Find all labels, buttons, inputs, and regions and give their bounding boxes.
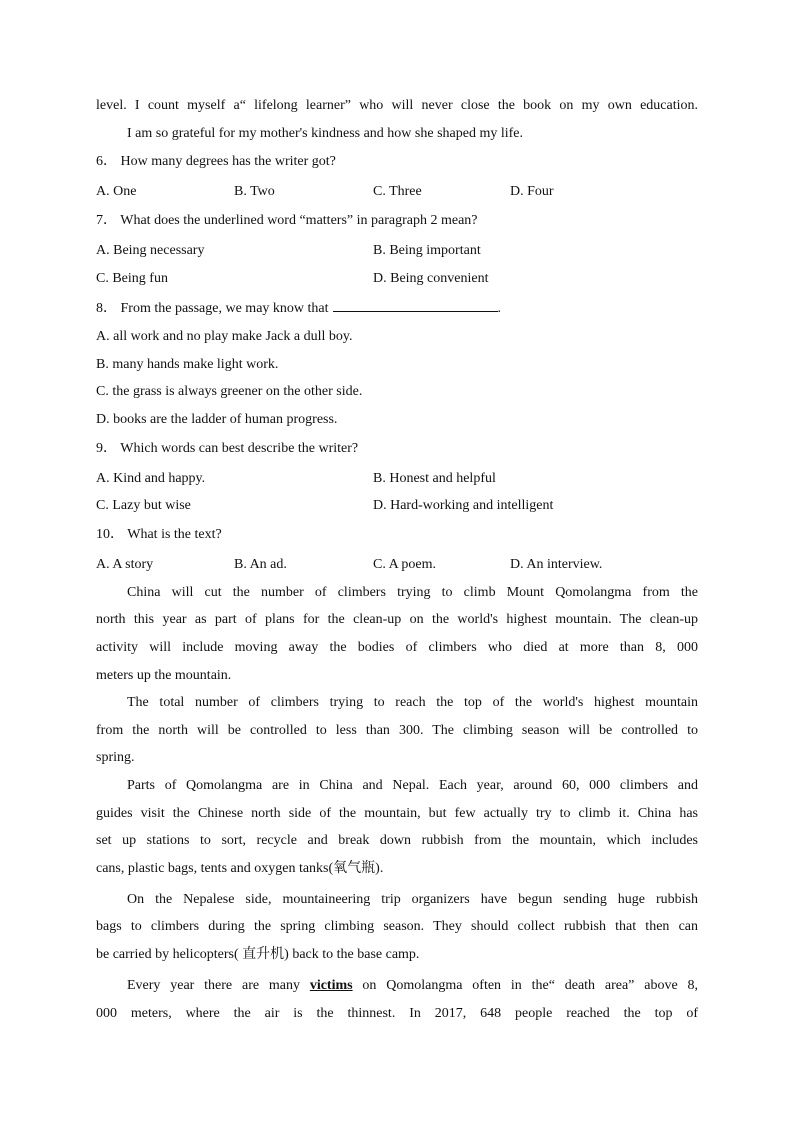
passage-text: on Qomolangma often in the“ death area” above 8, [352, 978, 698, 993]
passage-line: 000 meters, where the air is the thinnest. In 2017, 648 people reached the top of [96, 1006, 698, 1021]
q6-option-b: B. Two [234, 184, 275, 199]
q9-option-d: D. Hard-working and intelligent [373, 498, 554, 513]
q9-option-b: B. Honest and helpful [373, 471, 496, 486]
passage-line: On the Nepalese side, mountaineering trip organizers have begun sending huge rubbish [127, 892, 698, 907]
q7-option-b: B. Being important [373, 243, 481, 258]
passage-line: spring. [96, 750, 135, 765]
q6-option-c: C. Three [373, 184, 422, 199]
q8-option-c: C. the grass is always greener on the other side. [96, 384, 363, 399]
answer-blank [333, 298, 498, 312]
passage-line: Parts of Qomolangma are in China and Nepal. Each year, around 60, 000 climbers and [127, 778, 698, 793]
q7-option-a: A. Being necessary [96, 243, 205, 258]
q10-option-d: D. An interview. [510, 557, 603, 572]
underlined-word-victims: victims [309, 978, 353, 993]
q8-option-d: D. books are the ladder of human progress. [96, 412, 338, 427]
q9-option-a: A. Kind and happy. [96, 471, 206, 486]
passage-line: set up stations to sort, recycle and break down rubbish from the mountain, which includes [96, 833, 698, 848]
passage-line: cans, plastic bags, tents and oxygen tanks(氧气瓶). [96, 861, 384, 876]
passage-line: from the north will be controlled to less than 300. The climbing season will be controlled to [96, 723, 698, 738]
text-line: level. I count myself a“ lifelong learner” who will never close the book on my own education. [96, 98, 698, 113]
q8-option-a: A. all work and no play make Jack a dull boy. [96, 329, 353, 344]
passage-text: Every year there are many [127, 978, 310, 993]
q6-option-a: A. One [96, 184, 137, 199]
text-line: I am so grateful for my mother's kindness and how she shaped my life. [127, 126, 523, 141]
question-8-period: . [497, 301, 502, 316]
passage-line [127, 977, 698, 995]
q6-option-d: D. Four [510, 184, 554, 199]
question-7-stem: 7． What does the underlined word “matters” in paragraph 2 mean? [96, 213, 478, 228]
passage-line: be carried by helicopters( 直升机) back to the base camp. [96, 947, 420, 962]
passage-line: north this year as part of plans for the clean-up on the world's highest mountain. The clean-up [96, 612, 698, 627]
passage-line: The total number of climbers trying to reach the top of the world's highest mountain [127, 695, 698, 710]
passage-line: China will cut the number of climbers trying to climb Mount Qomolangma from the [127, 585, 698, 600]
q8-option-b: B. many hands make light work. [96, 357, 279, 372]
passage-line: guides visit the Chinese north side of the mountain, but few actually try to climb it. China has [96, 806, 698, 821]
question-8-text: 8． From the passage, we may know that [96, 301, 329, 316]
question-6-stem: 6． How many degrees has the writer got? [96, 154, 336, 169]
q9-option-c: C. Lazy but wise [96, 498, 191, 513]
q10-option-b: B. An ad. [234, 557, 287, 572]
passage-line: activity will include moving away the bodies of climbers who died at more than 8, 000 [96, 640, 698, 655]
q7-option-d: D. Being convenient [373, 271, 489, 286]
q7-option-c: C. Being fun [96, 271, 168, 286]
question-9-stem: 9． Which words can best describe the writer? [96, 441, 359, 456]
passage-line: bags to climbers during the spring climbing season. They should collect rubbish that then can [96, 919, 698, 934]
question-8-stem [96, 298, 501, 318]
question-10-stem: 10． What is the text? [96, 527, 222, 542]
q10-option-a: A. A story [96, 557, 154, 572]
q10-option-c: C. A poem. [373, 557, 437, 572]
passage-line: meters up the mountain. [96, 668, 232, 683]
